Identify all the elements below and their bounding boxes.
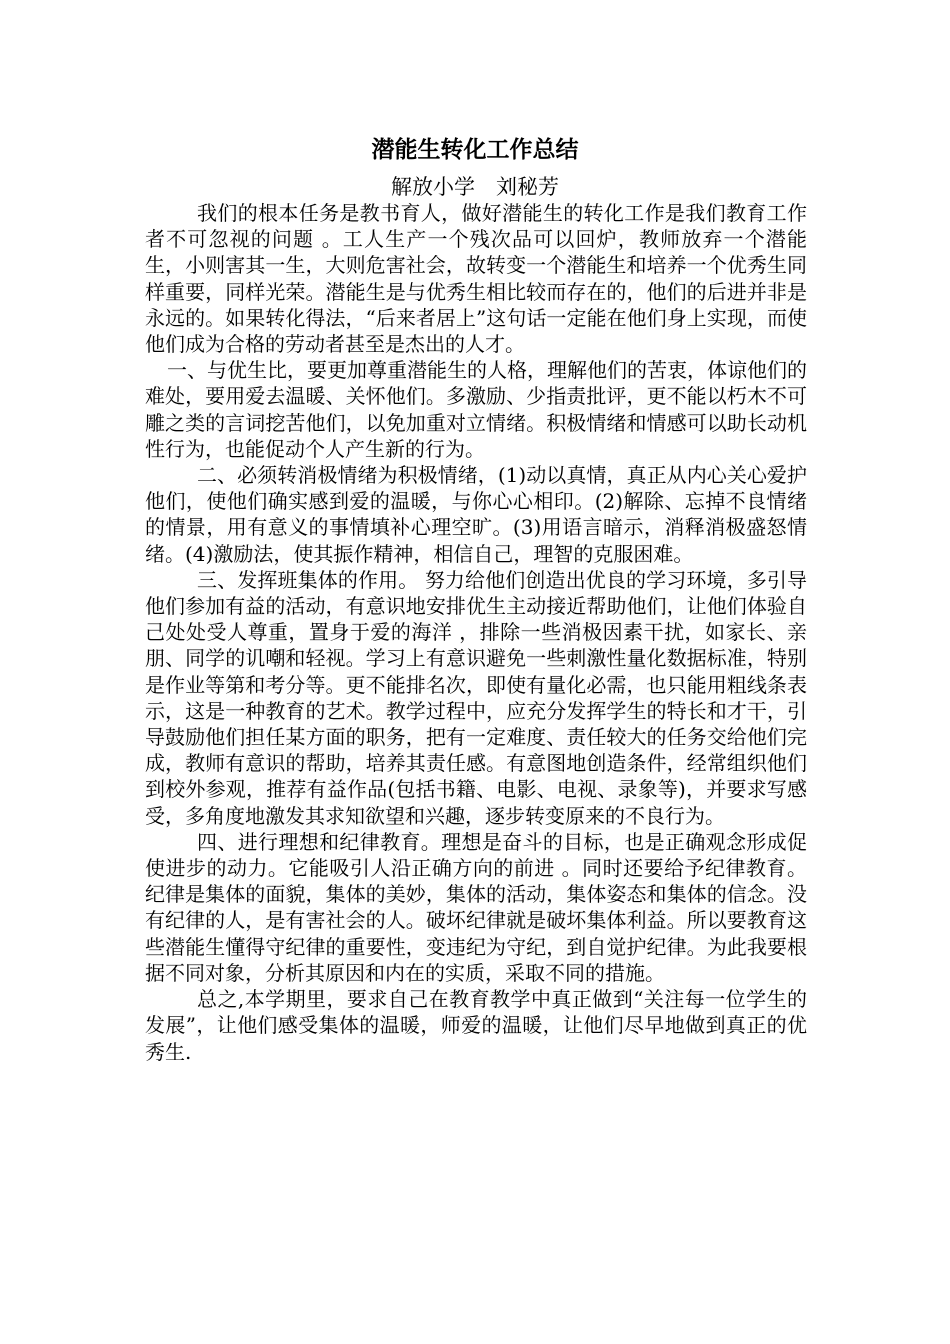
document-body xyxy=(145,200,807,1065)
paragraph-section-2: 二、必须转消极情绪为积极情绪，(1)动以真情，真正从内心关心爱护他们，使他们确实感到爱的温暖，与你心心相印。(2)解除、忘掉不良情绪的情景，用有意义的事情填补心理空旷。(3)用语言暗示，消释消极盛怒情绪。(4)激励法，使其振作精神，相信自己，理智的克服困难。 xyxy=(145,463,807,566)
paragraph-conclusion: 总之,本学期里，要求自己在教育教学中真正做到“关注每一位学生的发展”，让他们感受集体的温暖，师爱的温暖，让他们尽早地做到真正的优秀生. xyxy=(145,987,807,1064)
paragraph-intro: 我们的根本任务是教书育人，做好潜能生的转化工作是我们教育工作者不可忽视的问题 。工人生产一个残次品可以回炉，教师放弃一个潜能生，小则害其一生，大则危害社会，故转变一个潜能生和培养一个优秀生同样重要，同样光荣。潜能生是与优秀生相比较而存在的，他们的后进并非是永远的。如果转化得法，“后来者居上”这句话一定能在他们身上实现，而使他们成为合格的劳动者甚至是杰出的人才。 xyxy=(145,201,807,357)
paragraph-section-4: 四、进行理想和纪律教育。理想是奋斗的目标，也是正确观念形成促使进步的动力。它能吸引人沿正确方向的前进 。同时还要给予纪律教育。纪律是集体的面貌，集体的美妙，集体的活动，集体姿态和集体的信念。没有纪律的人，是有害社会的人。破坏纪律就是破坏集体利益。所以要教育这些潜能生懂得守纪律的重要性，变违纪为守纪，到自觉护纪律。为此我要根据不同对象，分析其原因和内在的实质，采取不同的措施。 xyxy=(145,829,807,985)
document-title: 潜能生转化工作总结 xyxy=(371,137,579,163)
paragraph-section-1: 一、与优生比，要更加尊重潜能生的人格，理解他们的苦衷，体谅他们的难处，要用爱去温暖、关怀他们。多激励、少指责批评，更不能以朽木不可雕之类的言词挖苦他们，以免加重对立情绪。积极情绪和情感可以助长动机性行为，也能促动个人产生新的行为。 xyxy=(145,358,807,461)
paragraph-section-3: 三、发挥班集体的作用。 努力给他们创造出优良的学习环境，多引导他们参加有益的活动，有意识地安排优生主动接近帮助他们，让他们体验自己处处受人尊重，置身于爱的海洋 ，排除一些消极因素干扰，如家长、亲朋、同学的讥嘲和轻视。学习上有意识避免一些刺激性量化数据标准，特别是作业等第和考分等。更不能排名次，即使有量化必需，也只能用粗线条表示，这是一种教育的艺术。教学过程中，应充分发挥学生的特长和才干，引导鼓励他们担任某方面的职务，把有一定难度、责任较大的任务交给他们完成，教师有意识的帮助，培养其责任感。有意图地创造条件，经常组织他们到校外参观，推荐有益作品(包括书籍、电影、电视、录象等)，并要求写感受，多角度地激发其求知欲望和兴趣，逐步转变原来的不良行为。 xyxy=(145,567,807,828)
document-author: 解放小学 刘秘芳 xyxy=(391,175,559,199)
